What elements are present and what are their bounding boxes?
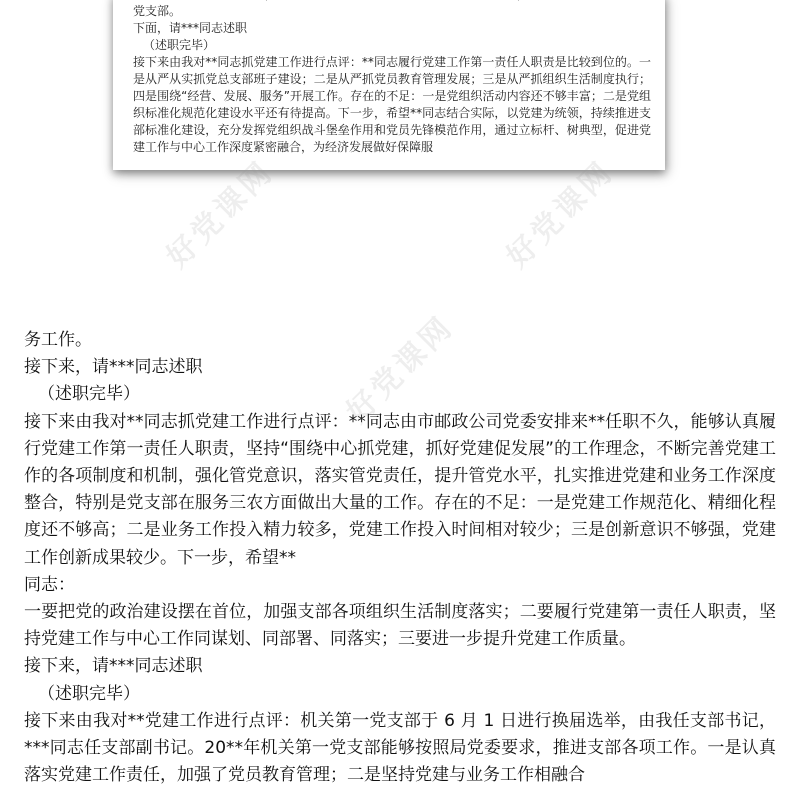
body-paragraph: （述职完毕）	[38, 683, 140, 704]
body-paragraph: 接下来，请***同志述职	[24, 357, 203, 378]
preview-paragraph: （述职完毕）	[143, 38, 216, 52]
body-paragraph: 务工作。	[24, 330, 92, 350]
document-body-text	[24, 327, 776, 789]
body-paragraph: 同志：	[24, 574, 75, 595]
body-paragraph: 一要把党的政治建设摆在首位，加强支部各项组织生活制度落实；二要履行党建第一责任人职责，坚持党建工作与中心工作同谋划、同部署、同落实；三要进一步提升党建工作质量。	[24, 602, 776, 650]
watermark-text: 好党课网	[500, 154, 621, 275]
preview-text-block	[133, 0, 651, 156]
preview-paragraph: 下面，请***同志述职	[133, 21, 248, 35]
watermark-text: 好党课网	[160, 154, 281, 275]
body-paragraph: （述职完毕）	[38, 384, 140, 405]
watermark-text: 好党课网	[340, 309, 461, 430]
preview-paragraph: 党支部。	[133, 4, 182, 18]
body-paragraph: 接下来由我对**同志抓党建工作进行点评：**同志由市邮政公司党委安排来**任职不久，能够认真履行党建工作第一责任人职责，坚持“围绕中心抓党建，抓好党建促发展”的工作理念，不断完善党建工作的各项制度和机制，强化管党意识，落实管党责任，提升管党水平，扎实推进党建和业务工作深度整合，特别是党支部在服务三农方面做出大量的工作。存在的不足：一是党建工作规范化、精细化程度还不够高；二是业务工作投入精力较多，党建工作投入时间相对较少；三是创新意识不够强，党建工作创新成果较少。下一步，希望**	[24, 411, 776, 568]
body-paragraph: 接下来，请***同志述职	[24, 656, 203, 677]
preview-paragraph	[133, 0, 651, 3]
preview-paragraph: 接下来由我对**同志抓党建工作进行点评：**同志履行党建工作第一责任人职责是比较到位的。一是从严从实抓党总支部班子建设；二是从严抓党员教育管理发展；三是从严抓组织生活制度执行；四是围绕“经营、发展、服务”开展工作。存在的不足：一是党组织活动内容还不够丰富；二是党组织标准化规范化建设水平还有待提高。下一步，希望**同志结合实际，以党建为统领，持续推进支部标准化建设，充分发挥党组织战斗堡垒作用和党员先锋模范作用，通过立标杆、树典型，促进党建工作与中心工作深度紧密融合，为经济发展做好保障服	[133, 55, 651, 154]
body-paragraph: 接下来由我对**党建工作进行点评：机关第一党支部于 6 月 1 日进行换届选举，由我任支部书记，***同志任支部副书记。20**年机关第一党支部能够按照局党委要求，推进支部各项工作。一是认真落实党建工作责任，加强了党员教育管理；二是坚持党建与业务工作相融合	[24, 710, 776, 786]
document-page-preview	[113, 0, 665, 170]
